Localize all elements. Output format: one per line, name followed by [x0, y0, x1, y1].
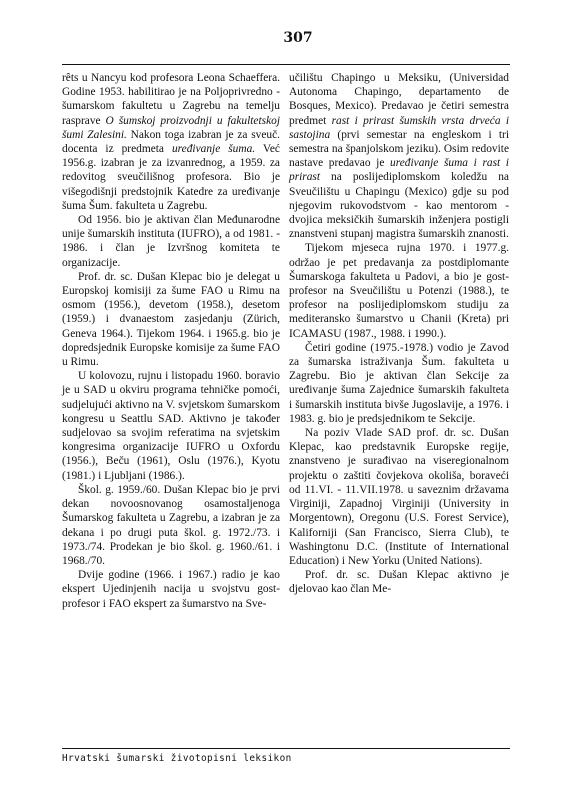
- subject-name: uređivanje šuma i rast i prirast: [289, 157, 509, 184]
- running-footer: Hrvatski šumarski životopisni leksikon: [62, 753, 292, 764]
- text-run: učilištu Chapingo u Meksiku, (Universidad Autonoma Chapingo, departamento de Bosques, Mexico). Predavao je četiri semestra predmet: [289, 72, 509, 127]
- paragraph: Tijekom mjeseca rujna 1970. i 1977.g. održao je pet predavanja za postdiplomante Šumarskoga fakulteta u Padovi, a bio je gost-profesor na Sveučilištu u Potenzi (1988.), te profesor na poslijediplomskom studiju za mediteransko šumarstvo u Chanii (Kreta) pri ICAMASU (1987., 1988. i 1990.).: [289, 242, 509, 340]
- left-column: [62, 71, 280, 611]
- paragraph: Prof. dr. sc. Dušan Klepac bio je delegat u Europskoj komisiji za šume FAO u Rimu na osmom (1956.), devetom (1958.), desetom (1959.) i dvanaestom zasjedanju (Zürich, Geneva 1964.). Tijekom 1964. i 1965.g. bio je dopredsjednik Europske komisije za šume FAO u Rimu.: [62, 270, 280, 369]
- text-run: Već 1956.g. izabran je za izvanrednog, a 1959. za redovitog sveučilišnog profesora. Bio je višegodišnji predstojnik Katedre za uređivanje šuma Šum. fakulteta u Zagrebu.: [62, 143, 280, 212]
- paragraph: Četiri godine (1975.-1978.) vodio je Zavod za šumarska istraživanja Šum. fakulteta u Zagrebu. Bio je aktivan član Sekcije za uređivanje šuma Zajednice šumarskih fakulteta i šumarskih instituta bivše Jugoslavije, a 1976. i 1983. g. bio je predsjednikom te Sekcije.: [289, 341, 509, 425]
- header-rule: [62, 64, 510, 65]
- paragraph: Na poziv Vlade SAD prof. dr. sc. Dušan Klepac, kao predstavnik Europske regije, znanstveno je surađivao na viseregionalnom projektu o zaštiti čovjekova okoliša, boraveći od 11.VI. - 11.VII.1978. u saveznim državama Virginiji, Zapadnoj Virginiji (University in Morgentown), Oregonu (U.S. Forest Service), Kaliforniji (San Francisco, Sierra Club), te Washingtonu D.C. (Institute of International Education) i New Yorku (United Nations).: [289, 427, 509, 567]
- page-number: 307: [283, 30, 313, 46]
- right-column: [289, 71, 509, 597]
- paragraph: Dvije godine (1966. i 1967.) radio je kao ekspert Ujedinjenih nacija u svojstvu gost-profesor i FAO ekspert za šumarstvo na Sve-: [62, 569, 280, 610]
- footer-rule: [62, 748, 510, 749]
- text-run: (prvi semestar na engleskom i tri semestra na španjolskom jeziku). Osim redovite nastave predavao je: [289, 128, 509, 170]
- subject-name: rast i prirast šumskih vrsta drveća i sastojina: [289, 114, 509, 141]
- paragraph: [289, 71, 509, 241]
- paragraph: Škol. g. 1959./60. Dušan Klepac bio je prvi dekan novoosnovanog osamostaljenoga Šumarskog fakulteta u Zagrebu, a izabran je za dekana i po drugi puta škol. g. 1972./73. i 1973./74. Prodekan je bio škol. g. 1960./61. i 1968./70.: [62, 483, 280, 567]
- thesis-title: O šumskoj proizvodnji u fakultetskoj šumi Zalesini.: [62, 114, 280, 141]
- text-run: Nakon toga izabran je za sveuč. docenta iz predmeta: [62, 128, 280, 156]
- text-run: rêts u Nancyu kod profesora Leona Schaeffera. Godine 1953. habilitirao je na Poljoprivredno - šumarskom fakultetu u Zagrebu na temelju rasprave: [62, 72, 280, 127]
- paragraph: Od 1956. bio je aktivan član Međunarodne unije šumarskih instituta (IUFRO), a od 1981. - 1986. i član je Izvršnog komiteta te organizacije.: [62, 214, 280, 269]
- text-run: na poslijediplomskom koledžu na Sveučilištu u Chapingu (Mexico) gdje su pod njegovim rukovodstvom - kao mentorom - dvojica meksičkih šumarskih inženjera postigli znanstveni stupanj magistra šumarskih znanosti.: [289, 171, 509, 241]
- paragraph: Prof. dr. sc. Dušan Klepac aktivno je djelovao kao član Me-: [289, 569, 509, 596]
- paragraph: U kolovozu, rujnu i listopadu 1960. boravio je u SAD u okviru programa tehničke pomoći, sudjelujući aktivno na V. svjetskom šumarskom kongresu u Seattlu SAD. Aktivno je također sudjelovao sa svojim referatima na svjetskim kongresima organizacije IUFRO u Oxfordu (1956.), Beču (1961), Oslu (1976.), Kyotu (1981.) i Ljubljani (1986.).: [62, 370, 280, 482]
- subject-name: uređivanje šuma.: [171, 143, 256, 156]
- paragraph: [62, 71, 280, 213]
